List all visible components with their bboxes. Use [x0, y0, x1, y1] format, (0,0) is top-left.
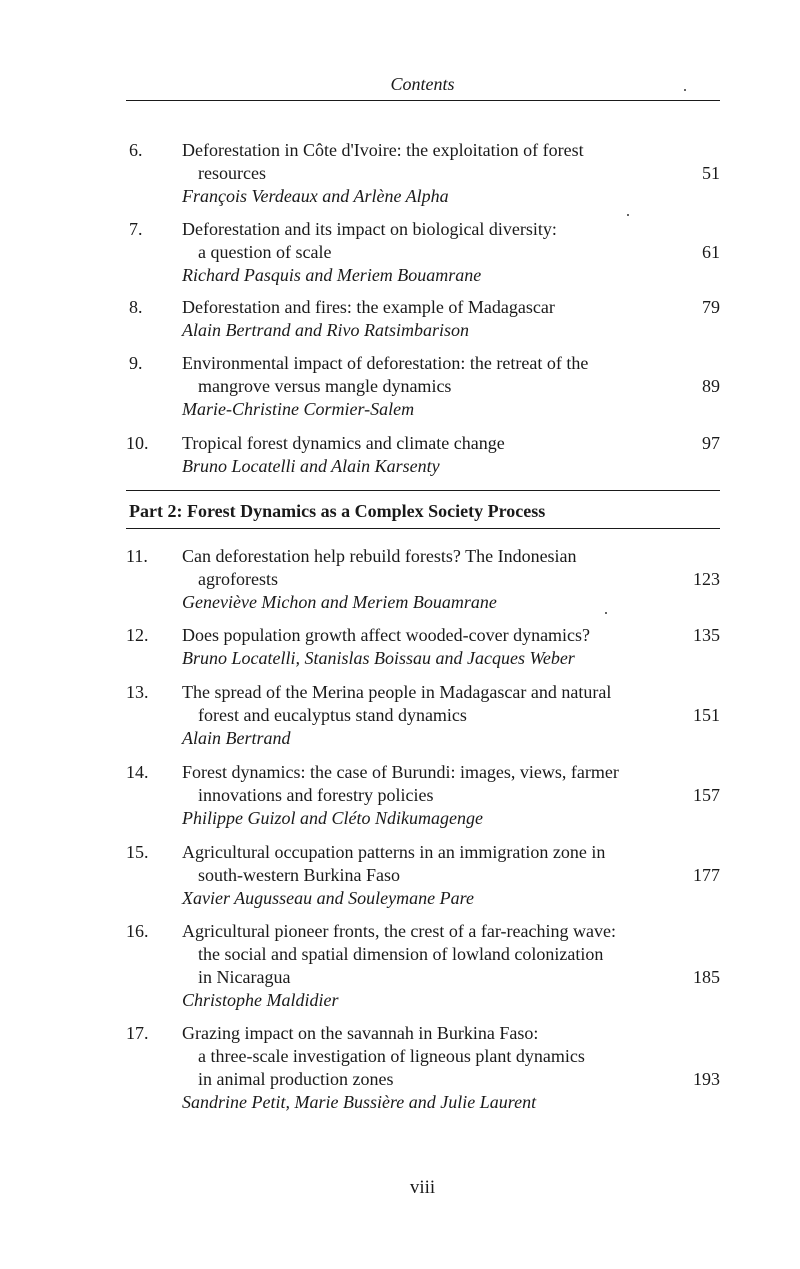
entry-number: 9.	[129, 353, 143, 373]
entry-page-number: 79	[702, 297, 720, 317]
entry-title-line: Does population growth affect wooded-cover dynamics?	[182, 625, 591, 645]
entry-authors: Bruno Locatelli, Stanislas Boissau and Jacques Weber	[182, 648, 575, 668]
entry-title-line: in animal production zones	[198, 1069, 394, 1089]
entry-title-line: forest and eucalyptus stand dynamics	[198, 705, 467, 725]
entry-title-line: The spread of the Merina people in Madagascar and natural	[182, 682, 612, 702]
entry-page-number: 185	[693, 967, 720, 987]
entry-authors: Richard Pasquis and Meriem Bouamrane	[182, 265, 482, 285]
entry-title-line: innovations and forestry policies	[198, 785, 434, 805]
entry-title-line: resources	[198, 163, 266, 183]
entry-number: 16.	[126, 921, 149, 941]
entry-page-number: 157	[693, 785, 720, 805]
entry-number: 12.	[126, 625, 149, 645]
entry-body	[182, 920, 662, 1012]
entry-title-line: Deforestation and its impact on biological diversity:	[182, 219, 557, 239]
entry-page-number: 51	[702, 163, 720, 183]
entry-page-number: 135	[693, 625, 720, 645]
entry-authors: Alain Bertrand and Rivo Ratsimbarison	[182, 320, 469, 340]
entry-body	[182, 139, 662, 208]
entry-authors: Sandrine Petit, Marie Bussière and Julie Laurent	[182, 1092, 537, 1112]
entry-authors: Christophe Maldidier	[182, 990, 339, 1010]
entry-title-line: Tropical forest dynamics and climate change	[182, 433, 505, 453]
entry-authors: François Verdeaux and Arlène Alpha	[182, 186, 449, 206]
entry-title-line: a question of scale	[198, 242, 332, 262]
scan-speck	[684, 89, 686, 91]
entry-body	[182, 218, 662, 287]
entry-number: 11.	[126, 546, 148, 566]
entry-title-line: Agricultural pioneer fronts, the crest of a far-reaching wave:	[182, 921, 616, 941]
entry-body	[182, 761, 662, 830]
entry-title-line: Environmental impact of deforestation: the retreat of the	[182, 353, 589, 373]
entry-authors: Bruno Locatelli and Alain Karsenty	[182, 456, 440, 476]
entry-page-number: 193	[693, 1069, 720, 1089]
entry-page-number: 97	[702, 433, 720, 453]
entry-title-line: a three-scale investigation of ligneous plant dynamics	[198, 1046, 585, 1066]
scan-speck	[605, 612, 607, 614]
entry-number: 14.	[126, 762, 149, 782]
scan-speck	[627, 214, 629, 216]
entry-title-line: Agricultural occupation patterns in an immigration zone in	[182, 842, 606, 862]
entry-authors: Alain Bertrand	[182, 728, 291, 748]
entry-authors: Geneviève Michon and Meriem Bouamrane	[182, 592, 497, 612]
entry-authors: Marie-Christine Cormier-Salem	[182, 399, 415, 419]
entry-body	[182, 545, 662, 614]
entry-page-number: 123	[693, 569, 720, 589]
entry-authors: Xavier Augusseau and Souleymane Pare	[182, 888, 474, 908]
entry-body	[182, 841, 662, 910]
part-heading: Part 2: Forest Dynamics as a Complex Society Process	[129, 501, 546, 521]
entry-number: 6.	[129, 140, 143, 160]
entry-page-number: 89	[702, 376, 720, 396]
entry-body	[182, 296, 662, 342]
page-title: Contents	[390, 74, 455, 94]
entry-title-line: Grazing impact on the savannah in Burkina Faso:	[182, 1023, 539, 1043]
entry-title-line: Forest dynamics: the case of Burundi: images, views, farmer	[182, 762, 619, 782]
part-rule-bottom	[126, 528, 720, 529]
entry-number: 17.	[126, 1023, 149, 1043]
entry-number: 15.	[126, 842, 149, 862]
entry-page-number: 61	[702, 242, 720, 262]
entry-page-number: 177	[693, 865, 720, 885]
entry-title-line: in Nicaragua	[198, 967, 291, 987]
entry-number: 7.	[129, 219, 143, 239]
entry-page-number: 151	[693, 705, 720, 725]
entry-title-line: south-western Burkina Faso	[198, 865, 400, 885]
entry-authors: Philippe Guizol and Cléto Ndikumagenge	[182, 808, 483, 828]
entry-number: 10.	[126, 433, 149, 453]
entry-body	[182, 1022, 662, 1114]
entry-title-line: Can deforestation help rebuild forests? The Indonesian	[182, 546, 577, 566]
entry-title-line: agroforests	[198, 569, 278, 589]
entry-body	[182, 432, 662, 478]
entry-number: 13.	[126, 682, 149, 702]
entry-body	[182, 352, 662, 421]
entry-title-line: mangrove versus mangle dynamics	[198, 376, 452, 396]
page-number: viii	[409, 1177, 436, 1198]
header-rule	[126, 100, 720, 101]
entry-body	[182, 681, 662, 750]
entry-body	[182, 624, 662, 670]
entry-title-line: the social and spatial dimension of lowland colonization	[198, 944, 604, 964]
entry-title-line: Deforestation and fires: the example of Madagascar	[182, 297, 555, 317]
entry-number: 8.	[129, 297, 143, 317]
part-rule-top	[126, 490, 720, 491]
entry-title-line: Deforestation in Côte d'Ivoire: the exploitation of forest	[182, 140, 584, 160]
